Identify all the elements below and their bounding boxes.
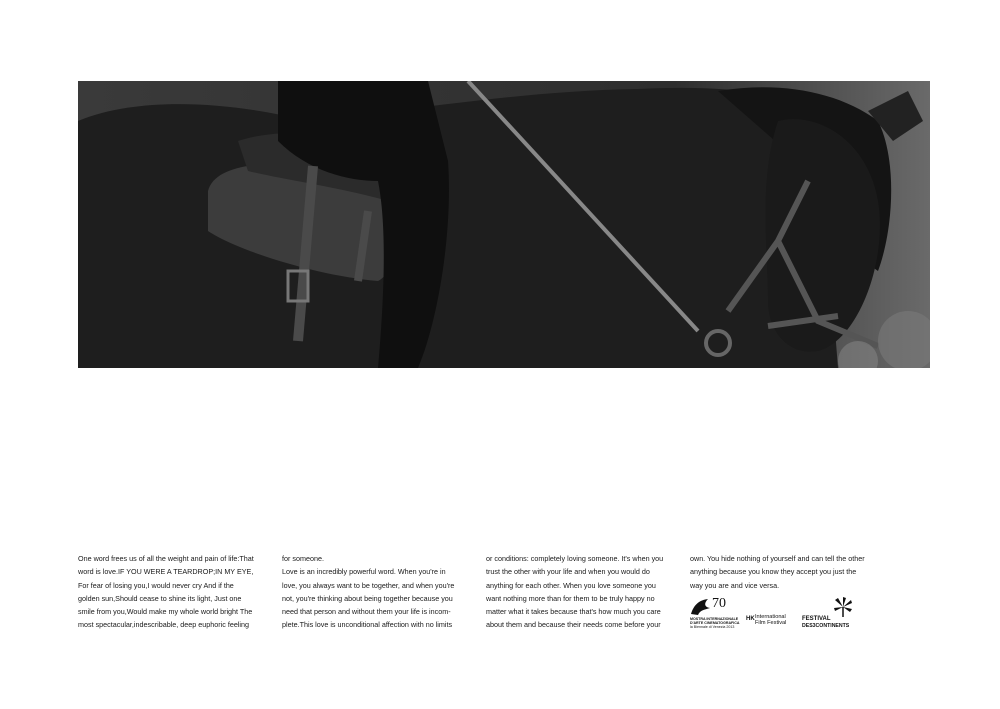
body-text-column-3: or conditions: completely loving someone. It's when you trust the other with your life and when you would do anything for each other. When you love someone you want nothing more than for them to be truly happy no matter what it takes because that's how much you care about them and because their needs come before your: [486, 554, 664, 630]
winged-lion-icon: [690, 598, 712, 616]
body-text-column-2: for someone. Love is an incredibly powerful word. When you're in love, you always want to be together, and when you're not, you're thinking about being together because you need that person and without them your life is incom- plete.This love is unconditional affection with no limits: [282, 554, 455, 630]
venice-line3: la Biennale di Venezia 2013: [690, 625, 735, 629]
hkiff-mark: HK: [746, 616, 755, 622]
festival-line1: FESTIVAL: [802, 616, 831, 622]
horse-rider-photo: [78, 81, 930, 368]
hero-photo: [78, 81, 930, 368]
festival-3-continents-logo: [802, 596, 864, 636]
hkiff-logo: [746, 614, 796, 634]
palm-tree-icon: [832, 596, 854, 618]
body-text-column-4: own. You hide nothing of yourself and can tell the other anything because you know they accept you just the way you are and vice versa.: [690, 554, 865, 590]
venice-number: 70: [712, 596, 726, 611]
festival-logos: [690, 596, 870, 636]
venice-line1: MOSTRA INTERNAZIONALE: [690, 617, 739, 621]
hkiff-line2: Film Festival: [755, 620, 787, 626]
festival-line2: DES3CONTINENTS: [802, 623, 850, 629]
venice-festival-logo: [690, 596, 740, 636]
venice-line2: D'ARTE CINEMATOGRAFICA: [690, 621, 740, 625]
hkiff-line1: International: [755, 614, 786, 620]
body-text-column-1: One word frees us of all the weight and pain of life:That word is love.IF YOU WERE A TEARDROP;IN MY EYE, For fear of losing you,I would never cry And if the golden sun,Should cease to shine its light, Just one smile from you,Would make my whole world bright The most spectacular,indescribable, deep euphoric feeling: [78, 554, 254, 630]
